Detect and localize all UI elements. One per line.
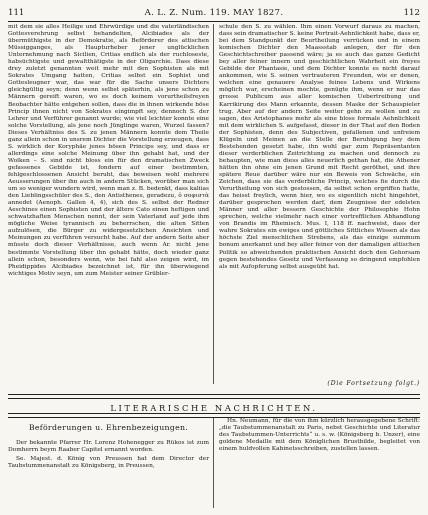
page-number-left: 111 — [8, 8, 25, 18]
right-column — [219, 24, 420, 388]
page-header — [8, 5, 420, 21]
continuation-note: (Die Fortsetzung folgt.) — [327, 380, 420, 387]
lower-column-separator — [213, 418, 214, 508]
news-paragraph: Der bekannte Pfarrer Hr. Lorenz Hohenegger zu Rükos ist zum Domherrn beym Raaber Capitel ernannt worden. — [8, 440, 209, 454]
news-paragraph: Hn. Neumann, für die von ihm kürzlich herausgegebene Schrift: „die Taubstummenanstalt zu Paris, nebst Geschichte und Literatur des Taubstummen-Unterrichts“ u. s. w. (Königsberg b. Unzer), eine goldene Medaille mit dem Königlichen Brustbilde, begleitet von einem huldvollen Kabinetsschreiben, zustellen lassen. — [219, 418, 420, 453]
news-paragraph: Se. Majest. d. König von Preussen hat dem Director der Taubstummenanstalt zu Königsberg, in Preussen, — [8, 456, 209, 470]
right-column-text: schule den S. zu wählen. Ihm einen Vorwurf daraus zu machen, dass sein dramatischer S. keine Portrait-Aehnlichkeit habe, dass er, bei dem Standpunkt der Beurtheilung verrücken und in einem komischen Dichter den Maassstab anlegen, der für den Geschichtschreiber passend wäre; ja es auch das ganze Gedicht bey aller feiner innern und geschichtlichen Wahrheit ein freyes Gebilde der Phantasie, und dem Dichter konnte es nicht darauf ankommen, wie S. seinen vertrauteren Freunden, wie er denen, welchen eine genauere Analyse feines Lebens und Wirkens möglich war, erscheinen mochte, genügte ihm, wenn er nur das grosse Publicum aus aller komischen Uebertreibung und Karrikirung des Mann erkannte, dessen Maske der Schauspieler trug. Aber auf der andern Seite weiter gehn zu wollen und zu sagen, des Aristophanes mehr als eine bloss formale Aehnlichkeit mit dem wirklichen S. aufgefasst, dieser in der That auf den Boden der Sophisten, denn des Subjectiven, gefallenen und unfreiem Klügeln und Meinen an die Stelle der Beruhigung bey dem Bestehenden gesetzt habe, ihn wohl gar zum Repräsentanten dieser verderblichen Zeitrichtung zu machen und dennoch zu behaupten, wie man diess alles neuerlich gethan hat, die Athener hätten ihn ohne ein jenen Grund mit Recht geröthet, und ihre spätere Reue darüber wäre nur ein Beweis von Schwäche, ein Zeichen, dass sie das verderbliche Princip, welches fie durch die Verurtheilung von sich gestossen, da selbst schon ergriffen hatte, das heisst freylich, wenn hier, wo es eigentlich nicht hingehört, darüber gesprochen werden darf, dem Zeugnisse der edelsten Männer und aller bessern Geschichte der Philosophie Hohn sprechen, welche vielmehr nach einer vortrefflichen Abhandlung von Brandis im Rheinisch. Mus. I, 118 ff. nachweist, dass der wahre Sokrates ein ewiges und göttliches Sittliches Wissen als das höchste Ziel menschlichen Strebens, als das einzige summum bonum anerkannt und bey aller feiner von der damaligen attischen Politik so abweichenden praktischen Ansicht doch den Gehorsam gegen bestehendes Gesetz und Verfassung so dringend empfohlen als mit Aufopferung selbst ausgeübt hat. — [219, 24, 420, 270]
header-rule — [8, 21, 420, 22]
header-title: A. L. Z. Num. 119. MAY 1827. — [144, 8, 284, 18]
lower-left-column — [8, 440, 209, 472]
left-column-text: mit dem sie alles Heilige und Ehrwürdige und die vaterländischen Gottesverehrung selbst behandelten, Alcibiades als der übermüthigste in der Demokratie, als Beförderer des attischen Müssigganges, als Haupturheber jener unglücklichen Unternehmung nach Sicilien, Critias endlich als der ruchloseste, habsüchtigste und gewaltthätigste in der Oligarchie. Dass diese drey zuletzt genannten weit mehr mit den Sophisten als mit Sokrates Umgang hatten, Critias selbst ein Sophist und Gottesleugner war, das war für die Sache unsers Dichters gleichgültig seyn; denn wenn selbst späterhin, als jene schon zu Männern gereift waren, wo es doch keinem vorurtheilsfreyen Beobachter hätte entgehen sollen, dass die in ihnen wirkende böse Princip ihnen nicht von Sokrates eingimpft sey, dennoch S. der Lehrer und Verführer genannt wurde; wie viel leichter konnte eine solche Vorstellung, als jene noch Jünglinge waren, Wurzel fassen? Dieses Verhältniss des S. zu jenen Männern konnte dem Theile ganz allein schon in unsrem Dichter die Vorstellung erzeugen, dass S. wirklich der Koryphäe jenes bösen Princips sey, und dass er allerdings eine solche Meinung über ihn gehabt hat, und der Wolken – S. sind nicht bloss ein für den dramatischen Zweck gefassenes Gebilde ist, fondern auf einer bestimmten, fehlgeschlossenen Ansicht beruht, das beweisen wohl mehrere Aeusserungen über ihn auch in andern Stücken, worüber man sich um so weniger wundern wird, wenn man z. B. bedenkt, dass kaliias den Lieblingsschüler des S., den Antisthenes, geradezu, ὁ σοφιστὰ annedet (Aenoph. Gallen 4, 4), sich des S. selbst der Redner Aeschines einen Sophisten und der ältere Cato einen heftigen und schwatzhaften Menschen nennt, der sein Vaterland auf jede ihm mögliche Weise tyrannisch zu beherrschen, die alten Sitten aufzulösen, die Bürger zu widergesetzlichen Ansichten und Meinungen zu verführen versucht habe. Auf der andern Seite aber müsste doch dieser Verhältnisse, auch wenn Ar. nicht jene bestimmte Vorstellung über ihn gehabt hätte, doch wieder ganz allein schon, besonders wenn, wie bei fahl also zeigen wird, im Pheidippides Alcibiades bezeichnet ist, für ihn überwiegend wichtiges Motiv seyn, um zum Meister seiner Grübler- — [8, 24, 209, 277]
page-number-right: 112 — [403, 8, 420, 18]
column-separator — [213, 24, 214, 384]
section-rule-top — [8, 394, 420, 399]
lower-right-column — [219, 418, 420, 455]
section-title: LITERARISCHE NACHRICHTEN. — [110, 403, 318, 413]
subhead: Beförderungen u. Ehrenbezeigungen. — [28, 423, 189, 432]
left-column — [8, 24, 209, 388]
